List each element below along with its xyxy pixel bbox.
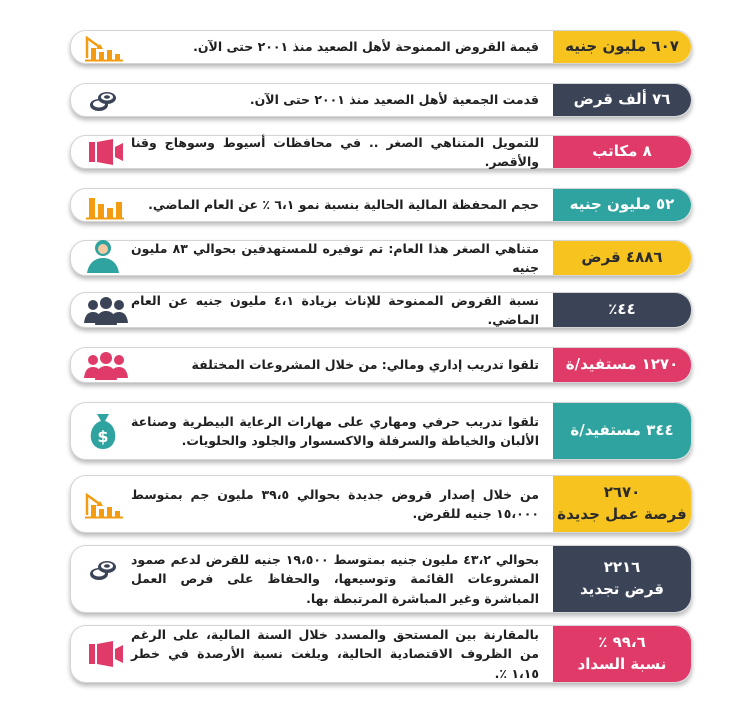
stat-row <box>70 292 692 328</box>
stat-row <box>70 30 692 64</box>
stat-badge: ١٢٧٠ مستفيد/ة <box>553 348 691 382</box>
svg-text:$: $ <box>97 427 109 446</box>
stat-badge: ٧٦ ألف قرض <box>553 84 691 116</box>
stat-card <box>70 83 692 117</box>
stat-badge: ٢٢١٦ قرض تجديد <box>553 546 691 612</box>
stat-row <box>70 545 692 613</box>
stat-row <box>70 347 692 383</box>
stat-description: متناهي الصغر هذا العام: تم توفيره للمستهدفين بحوالي ٨٣ مليون جنيه <box>131 240 539 275</box>
stat-row <box>70 625 692 683</box>
money-bag-icon <box>81 411 125 451</box>
stat-card <box>70 135 692 169</box>
stat-description: نسبة القروض الممنوحة للإناث بزيادة ٤،١ مليون جنيه عن العام الماضي. <box>131 292 539 327</box>
stat-badge: ٤٤٪ <box>553 293 691 327</box>
stat-card <box>70 30 692 64</box>
coins-icon <box>81 85 125 115</box>
stat-card <box>70 240 692 276</box>
stat-description: بالمقارنة بين المستحق والمسدد خلال السنة المالية، على الرغم من الظروف الاقتصادية الحالية، وبلغت نسبة الأرصدة في خطر ١،١٥ ٪. <box>131 626 539 681</box>
stat-badge: ٤٨٨٦ قرض <box>553 241 691 275</box>
woman-icon <box>81 237 125 273</box>
stat-description: بحوالي ٤٣،٢ مليون جنيه بمتوسط ١٩،٥٠٠ جنيه للقرض لدعم صمود المشروعات القائمة وتوسيعها، والحفاظ على فرص العمل المباشرة وغير المباشرة المرتبطة بها. <box>131 551 539 606</box>
stat-card <box>70 475 692 533</box>
bar-chart-icon <box>81 190 125 220</box>
stat-description: تلقوا تدريب حرفي ومهاري على مهارات الرعاية البيطرية وصناعة الألبان والخياطة والسرفلة والاكسسوار والجلود والحلويات. <box>131 413 539 448</box>
stat-card <box>70 188 692 222</box>
stat-badge: ٢٦٧٠ فرصة عمل جديدة <box>553 476 691 532</box>
megaphone-icon <box>81 639 125 669</box>
stat-badge: ٦٠٧ مليون جنيه <box>553 31 691 63</box>
stat-badge: ٥٢ مليون جنيه <box>553 189 691 221</box>
group-icon <box>81 350 131 380</box>
stat-card <box>70 545 692 613</box>
stat-badge: ٩٩،٦ ٪ نسبة السداد <box>553 626 691 682</box>
megaphone-icon <box>81 137 125 167</box>
stat-card <box>70 402 692 460</box>
stat-card <box>70 625 692 683</box>
stat-description: من خلال إصدار قروض جديدة بحوالي ٣٩،٥ مليون جم بمتوسط ١٥،٠٠٠ جنيه للقرض. <box>131 486 539 521</box>
growth-chart-icon <box>81 32 125 62</box>
stat-card <box>70 292 692 328</box>
stat-badge: ٣٤٤ مستفيد/ة <box>553 403 691 459</box>
stat-row <box>70 135 692 169</box>
coins-icon <box>81 554 125 584</box>
stat-description: قدمت الجمعية لأهل الصعيد منذ ٢٠٠١ حتى الآن. <box>249 92 539 108</box>
stat-row <box>70 83 692 117</box>
stat-description: قيمة القروض الممنوحة لأهل الصعيد منذ ٢٠٠١ حتى الآن. <box>193 39 539 55</box>
growth-chart-icon <box>81 489 125 519</box>
stat-description: للتمويل المتناهي الصغر .. في محافظات أسيوط وسوهاج وقنا والأقصر. <box>131 134 539 169</box>
stat-description: تلقوا تدريب إداري ومالي: من خلال المشروعات المختلفة <box>191 357 539 373</box>
stat-row <box>70 475 692 533</box>
group-icon <box>81 295 131 325</box>
stat-row <box>70 188 692 222</box>
stat-card <box>70 347 692 383</box>
stat-badge: ٨ مكاتب <box>553 136 691 168</box>
stat-description: حجم المحفظة المالية الحالية بنسبة نمو ٦،١ ٪ عن العام الماضي. <box>148 197 539 213</box>
stat-row <box>70 240 692 276</box>
stat-row <box>70 402 692 460</box>
